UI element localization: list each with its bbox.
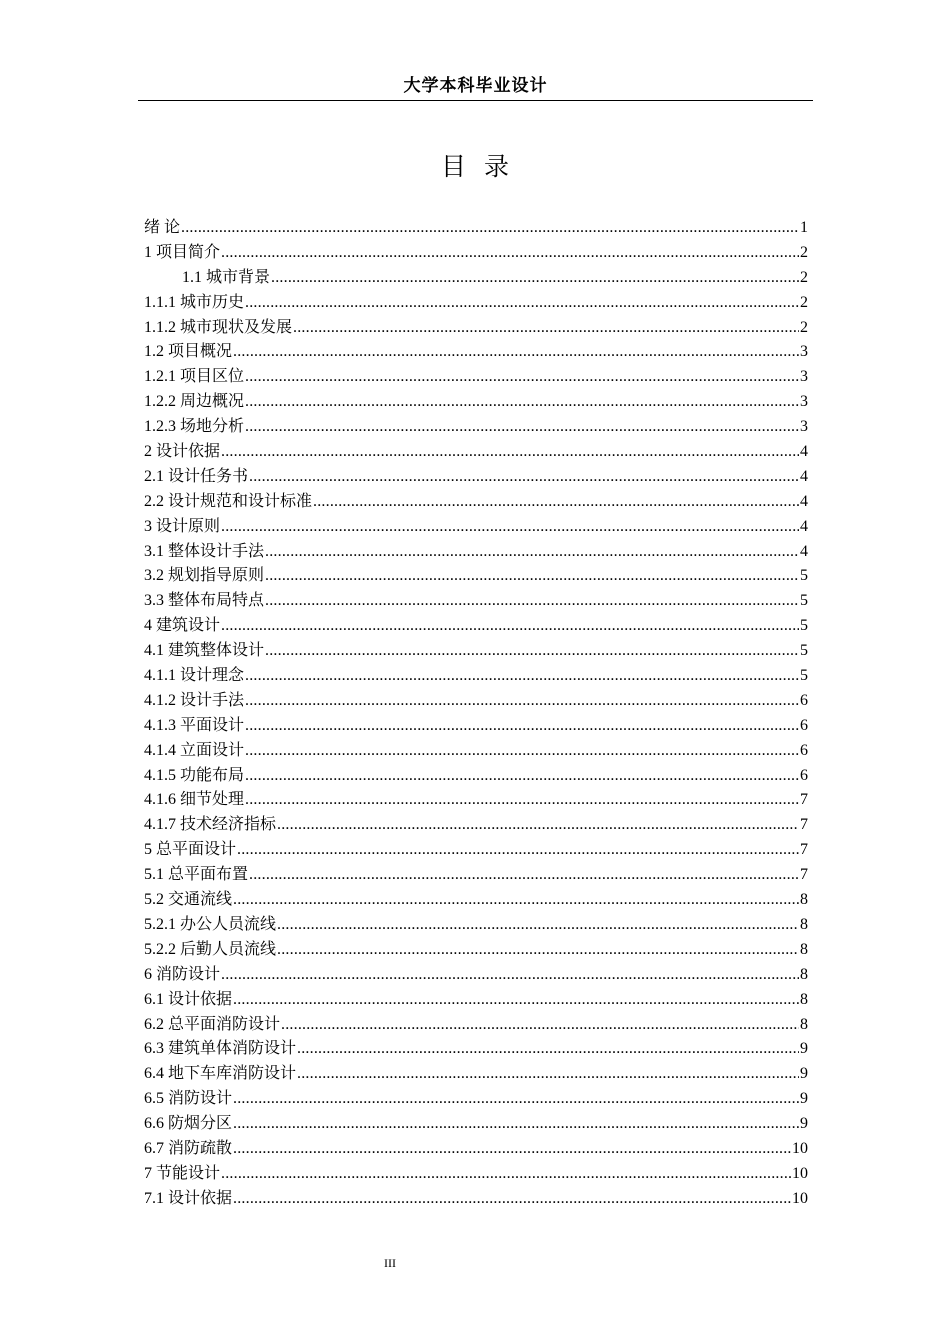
- toc-entry-label: 4.1.7 技术经济指标: [144, 816, 277, 834]
- toc-entry[interactable]: [144, 490, 808, 515]
- toc-entry-page: 5: [800, 567, 808, 585]
- toc-entry-page: 5: [800, 667, 808, 685]
- toc-entry-page: 2: [800, 268, 808, 286]
- toc-dot-leader: [221, 963, 799, 988]
- toc-entry[interactable]: [144, 1137, 808, 1162]
- toc-dot-leader: [265, 589, 799, 614]
- toc-entry-page: 10: [792, 1139, 808, 1157]
- toc-dot-leader: [249, 465, 799, 490]
- toc-dot-leader: [277, 938, 799, 963]
- toc-entry-page: 5: [800, 592, 808, 610]
- toc-dot-leader: [245, 788, 799, 813]
- toc-entry-label: 5.2.1 办公人员流线: [144, 915, 277, 933]
- page-header: [138, 74, 813, 101]
- toc-entry[interactable]: [144, 739, 808, 764]
- toc-entry-label: 4 建筑设计: [144, 617, 221, 635]
- toc-entry[interactable]: [144, 913, 808, 938]
- toc-entry[interactable]: [144, 664, 808, 689]
- toc-entry[interactable]: [144, 515, 808, 540]
- toc-entry-label: 4.1.5 功能布局: [144, 766, 245, 784]
- toc-entry-page: 8: [800, 891, 808, 909]
- toc-entry[interactable]: [144, 888, 808, 913]
- toc-entry-page: 6: [800, 691, 808, 709]
- toc-entry-label: 6.4 地下车库消防设计: [144, 1065, 297, 1083]
- toc-dot-leader: [249, 863, 799, 888]
- toc-entry-label: 6.3 建筑单体消防设计: [144, 1040, 297, 1058]
- toc-dot-leader: [245, 415, 799, 440]
- toc-dot-leader: [281, 1013, 799, 1038]
- toc-dot-leader: [233, 1187, 791, 1212]
- toc-entry-label: 1.2 项目概况: [144, 343, 233, 361]
- toc-entry-label: 6.1 设计依据: [144, 990, 233, 1008]
- toc-entry-label: 6.7 消防疏散: [144, 1139, 233, 1157]
- toc-dot-leader: [233, 340, 799, 365]
- toc-entry-page: 2: [800, 318, 808, 336]
- toc-dot-leader: [293, 316, 799, 341]
- toc-dot-leader: [297, 1037, 799, 1062]
- toc-dot-leader: [237, 838, 799, 863]
- toc-entry[interactable]: [144, 689, 808, 714]
- toc-dot-leader: [265, 639, 799, 664]
- toc-dot-leader: [271, 266, 799, 291]
- toc-dot-leader: [245, 764, 799, 789]
- toc-entry-page: 3: [800, 418, 808, 436]
- toc-entry-label: 2 设计依据: [144, 443, 221, 461]
- toc-dot-leader: [221, 515, 799, 540]
- toc-entry-page: 8: [800, 940, 808, 958]
- toc-entry-label: 3.1 整体设计手法: [144, 542, 265, 560]
- toc-entry-page: 2: [800, 293, 808, 311]
- toc-dot-leader: [181, 216, 799, 241]
- toc-dot-leader: [277, 913, 799, 938]
- toc-dot-leader: [245, 739, 799, 764]
- toc-entry-label: 3 设计原则: [144, 517, 221, 535]
- toc-entry-page: 9: [800, 1115, 808, 1133]
- toc-entry-page: 10: [792, 1189, 808, 1207]
- toc-entry-label: 绪 论: [144, 219, 181, 236]
- toc-dot-leader: [265, 540, 799, 565]
- toc-entry-label: 6.6 防烟分区: [144, 1115, 233, 1133]
- toc-dot-leader: [245, 664, 799, 689]
- toc-entry-label: 5.2.2 后勤人员流线: [144, 940, 277, 958]
- toc-entry[interactable]: [144, 316, 808, 341]
- toc-entry-page: 3: [800, 393, 808, 411]
- toc-entry[interactable]: [144, 639, 808, 664]
- toc-entry-label: 5.2 交通流线: [144, 891, 233, 909]
- toc-entry-label: 6.2 总平面消防设计: [144, 1015, 281, 1033]
- toc-entry-label: 2.2 设计规范和设计标准: [144, 492, 313, 510]
- toc-entry-page: 7: [800, 841, 808, 859]
- toc-entry[interactable]: [144, 390, 808, 415]
- toc-entry-page: 10: [792, 1164, 808, 1182]
- toc-entry-page: 7: [800, 816, 808, 834]
- toc-entry[interactable]: [144, 465, 808, 490]
- toc-entry[interactable]: [144, 838, 808, 863]
- toc-list: [144, 216, 808, 1212]
- toc-entry-label: 5 总平面设计: [144, 841, 237, 859]
- toc-entry-page: 6: [800, 766, 808, 784]
- toc-dot-leader: [245, 365, 799, 390]
- toc-entry[interactable]: [144, 241, 808, 266]
- toc-entry[interactable]: [144, 266, 808, 291]
- toc-entry[interactable]: [144, 1112, 808, 1137]
- header-title: 大学本科毕业设计: [403, 76, 548, 96]
- toc-entry-label: 2.1 设计任务书: [144, 467, 249, 485]
- toc-entry-label: 4.1.1 设计理念: [144, 667, 245, 685]
- toc-dot-leader: [313, 490, 799, 515]
- toc-entry[interactable]: [144, 340, 808, 365]
- toc-entry-label: 5.1 总平面布置: [144, 866, 249, 884]
- toc-dot-leader: [233, 1087, 799, 1112]
- toc-entry[interactable]: [144, 714, 808, 739]
- toc-entry[interactable]: [144, 415, 808, 440]
- toc-entry-page: 8: [800, 965, 808, 983]
- toc-entry[interactable]: [144, 589, 808, 614]
- toc-dot-leader: [245, 390, 799, 415]
- toc-entry[interactable]: [144, 216, 808, 241]
- toc-entry-page: 2: [800, 243, 808, 261]
- toc-dot-leader: [277, 813, 799, 838]
- toc-entry-page: 4: [800, 492, 808, 510]
- toc-entry-page: 8: [800, 990, 808, 1008]
- toc-entry-label: 1.2.2 周边概况: [144, 393, 245, 411]
- toc-entry-page: 6: [800, 716, 808, 734]
- toc-entry-label: 1.1 城市背景: [182, 268, 271, 286]
- toc-dot-leader: [233, 888, 799, 913]
- toc-entry-label: 4.1.4 立面设计: [144, 741, 245, 759]
- toc-entry-page: 1: [800, 219, 808, 236]
- toc-entry[interactable]: [144, 440, 808, 465]
- toc-dot-leader: [221, 241, 799, 266]
- toc-entry[interactable]: [144, 963, 808, 988]
- toc-entry[interactable]: [144, 614, 808, 639]
- toc-entry-page: 3: [800, 368, 808, 386]
- toc-entry[interactable]: [144, 1037, 808, 1062]
- toc-entry-label: 1.1.1 城市历史: [144, 293, 245, 311]
- toc-entry-page: 3: [800, 343, 808, 361]
- toc-entry[interactable]: [144, 365, 808, 390]
- toc-entry[interactable]: [144, 863, 808, 888]
- toc-dot-leader: [297, 1062, 799, 1087]
- toc-entry-label: 7 节能设计: [144, 1164, 221, 1182]
- toc-dot-leader: [265, 564, 799, 589]
- toc-entry[interactable]: [144, 1187, 808, 1212]
- toc-entry[interactable]: [144, 988, 808, 1013]
- toc-entry-label: 1.2.1 项目区位: [144, 368, 245, 386]
- toc-entry-page: 5: [800, 617, 808, 635]
- toc-entry[interactable]: [144, 764, 808, 789]
- toc-entry[interactable]: [144, 938, 808, 963]
- toc-entry-page: 8: [800, 1015, 808, 1033]
- toc-entry-page: 4: [800, 517, 808, 535]
- toc-entry-label: 7.1 设计依据: [144, 1189, 233, 1207]
- toc-entry-page: 4: [800, 443, 808, 461]
- toc-entry-label: 3.2 规划指导原则: [144, 567, 265, 585]
- toc-entry-label: 1.1.2 城市现状及发展: [144, 318, 293, 336]
- toc-entry-page: 9: [800, 1090, 808, 1108]
- toc-dot-leader: [221, 440, 799, 465]
- toc-dot-leader: [221, 614, 799, 639]
- toc-entry[interactable]: [144, 564, 808, 589]
- toc-dot-leader: [221, 1162, 791, 1187]
- toc-dot-leader: [233, 1137, 791, 1162]
- toc-entry-label: 4.1.2 设计手法: [144, 691, 245, 709]
- page-number: III: [384, 1256, 396, 1270]
- toc-entry-page: 4: [800, 467, 808, 485]
- toc-entry-label: 1.2.3 场地分析: [144, 418, 245, 436]
- toc-entry-page: 9: [800, 1065, 808, 1083]
- toc-entry[interactable]: [144, 1062, 808, 1087]
- toc-entry[interactable]: [144, 813, 808, 838]
- toc-entry-page: 8: [800, 915, 808, 933]
- toc-entry-page: 9: [800, 1040, 808, 1058]
- toc-entry-label: 4.1.3 平面设计: [144, 716, 245, 734]
- toc-dot-leader: [233, 988, 799, 1013]
- toc-entry[interactable]: [144, 1087, 808, 1112]
- toc-entry[interactable]: [144, 788, 808, 813]
- toc-title: 目 录: [441, 152, 509, 181]
- toc-entry-label: 6 消防设计: [144, 965, 221, 983]
- toc-entry-page: 7: [800, 791, 808, 809]
- toc-entry-label: 1 项目简介: [144, 243, 221, 261]
- toc-entry-page: 4: [800, 542, 808, 560]
- toc-entry-page: 5: [800, 642, 808, 660]
- toc-dot-leader: [245, 714, 799, 739]
- toc-entry-label: 4.1 建筑整体设计: [144, 642, 265, 660]
- toc-entry[interactable]: [144, 1162, 808, 1187]
- toc-dot-leader: [245, 689, 799, 714]
- toc-dot-leader: [233, 1112, 799, 1137]
- toc-entry-label: 3.3 整体布局特点: [144, 592, 265, 610]
- toc-entry[interactable]: [144, 1013, 808, 1038]
- toc-entry[interactable]: [144, 540, 808, 565]
- toc-entry-label: 6.5 消防设计: [144, 1090, 233, 1108]
- toc-entry-page: 6: [800, 741, 808, 759]
- toc-entry-label: 4.1.6 细节处理: [144, 791, 245, 809]
- toc-dot-leader: [245, 291, 799, 316]
- toc-entry-page: 7: [800, 866, 808, 884]
- toc-entry[interactable]: [144, 291, 808, 316]
